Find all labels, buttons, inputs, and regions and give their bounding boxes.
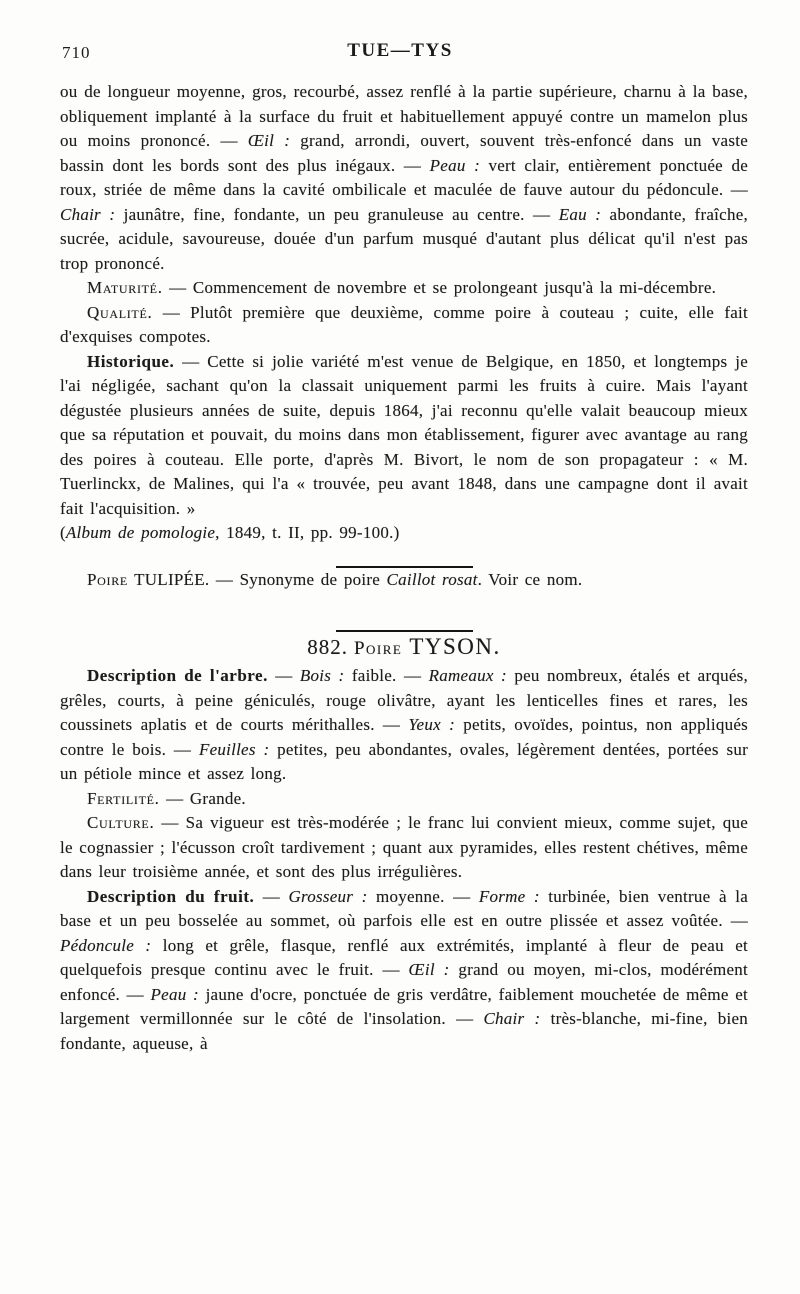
historique-paragraph bbox=[60, 350, 748, 522]
text-segment: — Grande. bbox=[159, 788, 246, 808]
text-segment: grand, arrondi, ouvert, souvent très-enfoncé dans un vaste bassin dont les bords sont des plus inégaux. — bbox=[60, 131, 748, 175]
text-body bbox=[0, 64, 800, 1056]
text-segment: — Commencement de novembre et se prolongeant jusqu'à la mi-décembre. bbox=[162, 278, 717, 297]
text-segment-i: Chair : bbox=[60, 204, 116, 224]
text-segment: , 1849, t. II, pp. 99-100.) bbox=[215, 523, 400, 542]
text-segment-sc: Maturité. bbox=[87, 278, 163, 297]
text-segment-hsc: Poire bbox=[353, 638, 403, 659]
text-segment: faible. — bbox=[344, 666, 429, 685]
fertilite-paragraph bbox=[60, 787, 748, 812]
fruit-description-paragraph bbox=[60, 885, 748, 1057]
page-number: 710 bbox=[62, 43, 91, 62]
text-segment: jaune d'ocre, ponctuée de gris verdâtre, faiblement mouchetée de même et largement vermillonnée sur le côté de l'insolation. — bbox=[60, 984, 748, 1028]
maturite-paragraph bbox=[60, 276, 748, 301]
text-segment: ou de longueur moyenne, gros, recourbé, assez renflé à la partie supérieure, charnu à la base, obliquement implanté à la surface du fruit et habituellement appuyé contre un mamelon plus ou moins prononcé. — bbox=[60, 82, 748, 150]
text-segment: grand ou moyen, mi-clos, modérément enfoncé. — bbox=[60, 960, 748, 1004]
text-segment: petites, peu abondantes, ovales, légèrement dentées, portées sur un pétiole mince et assez long. bbox=[60, 739, 749, 783]
text-segment-i: Rameaux : bbox=[428, 666, 507, 685]
text-segment-i: Eau : bbox=[558, 204, 602, 224]
text-segment-i: Yeux : bbox=[408, 715, 455, 734]
text-segment: peu nombreux, étalés et arqués, grêles, courts, à peine géniculés, rouge olivâtre, ayant les lenticelles fines et rares, les coussinets aplatis et de courts mérithalles. — bbox=[60, 666, 749, 734]
text-segment: jaunâtre, fine, fondante, un peu granuleuse au centre. — bbox=[115, 204, 559, 224]
text-segment-sc: Poire bbox=[87, 569, 128, 589]
text-segment-i: Pédoncule : bbox=[60, 935, 152, 955]
text-segment: turbinée, bien ventrue à la base et un peu bosselée au sommet, où parfois elle est en outre plissée et assez voûtée. — bbox=[60, 886, 748, 930]
text-segment-i: Peau : bbox=[150, 984, 199, 1004]
text-segment-i: Chair : bbox=[483, 1009, 541, 1028]
text-segment-sc: Culture. bbox=[87, 813, 155, 832]
text-segment-i: Peau : bbox=[429, 155, 480, 175]
text-segment-b: Description de l'arbre. bbox=[87, 666, 268, 685]
text-segment: petits, ovoïdes, pointus, non appliqués contre le bois. — bbox=[60, 715, 748, 759]
text-segment-sc: Fertilité. bbox=[87, 788, 160, 808]
text-segment: TULIPÉE. — Synonyme de poire bbox=[127, 569, 387, 589]
text-segment: ( bbox=[60, 523, 66, 542]
text-segment: très-blanche, mi-fine, bien fondante, aqueuse, à bbox=[60, 1009, 748, 1053]
running-title: TUE—TYS bbox=[347, 40, 453, 61]
continuation-paragraph bbox=[60, 80, 748, 276]
page-header bbox=[0, 40, 800, 64]
text-segment: — Sa vigueur est très-modérée ; le franc lui convient mieux, comme sujet, que le cognassier ; l'écusson croît tardivement ; quant aux pyramides, elles restent chétives, même dans leur troisième année, et sont des plus irrégulières. bbox=[60, 813, 748, 881]
text-segment-i: Œil : bbox=[408, 960, 450, 979]
culture-paragraph bbox=[60, 811, 748, 885]
text-segment: moyenne. — bbox=[367, 886, 479, 906]
text-segment-i: Œil : bbox=[247, 131, 291, 150]
text-segment: — bbox=[267, 666, 300, 685]
text-segment: abondante, fraîche, sucrée, acidule, savoureuse, douée d'un parfum musqué d'autant plus délicat qu'il n'est pas trop prononcé. bbox=[60, 204, 748, 273]
text-segment-num: 882. bbox=[307, 635, 348, 659]
text-segment: — bbox=[254, 886, 289, 906]
qualite-paragraph bbox=[60, 301, 748, 350]
text-segment: . Voir ce nom. bbox=[477, 569, 583, 589]
text-segment-i: Bois : bbox=[299, 666, 345, 685]
text-segment: — Cette si jolie variété m'est venue de Belgique, en 1850, et longtemps je l'ai négligée, sachant qu'on la classait uniquement parmi les fruits à cuire. Mais l'ayant dégustée plusieurs années de suite, depuis 1864, j'ai reconnu qu'elle valait beaucoup mieux que sa réputation et pouvait, du moins dans mon établissement, figurer avec avantage au rang des poires à couteau. Elle porte, d'après M. Bivort, le nom de son propagateur : « M. Tuerlinckx, de Malines, qui l'a « trouvée, peu avant 1848, dans une campagne dont il avait fait l'acquisition. » bbox=[60, 351, 748, 518]
text-segment-i: Album de pomologie bbox=[65, 523, 216, 542]
text-segment-i: Caillot rosat bbox=[386, 569, 478, 589]
text-segment: — Plutôt première que deuxième, comme poire à couteau ; cuite, elle fait d'exquises compotes. bbox=[60, 302, 748, 346]
text-segment: long et grêle, flasque, renflé aux extrémités, implanté à fleur de peau et quelquefois presque continu avec le fruit. — bbox=[60, 935, 749, 979]
arbre-description-paragraph bbox=[60, 664, 748, 787]
text-segment-b: Historique. bbox=[87, 351, 175, 371]
tulipee-entry bbox=[60, 568, 748, 593]
text-segment-b: Description du fruit. bbox=[87, 886, 255, 906]
entry-heading bbox=[60, 632, 748, 664]
text-segment-i: Forme : bbox=[478, 886, 540, 906]
text-segment: vert clair, entièrement ponctuée de roux, striée de même dans la cavité ombilicale et maculée de fauve autour du pédoncule. — bbox=[60, 155, 748, 199]
citation-paragraph bbox=[60, 521, 748, 546]
text-segment-big: TYSON. bbox=[409, 634, 501, 659]
text-segment-sc: Qualité. bbox=[87, 302, 153, 322]
text-segment-i: Grosseur : bbox=[288, 886, 368, 906]
text-segment-i: Feuilles : bbox=[198, 739, 270, 759]
